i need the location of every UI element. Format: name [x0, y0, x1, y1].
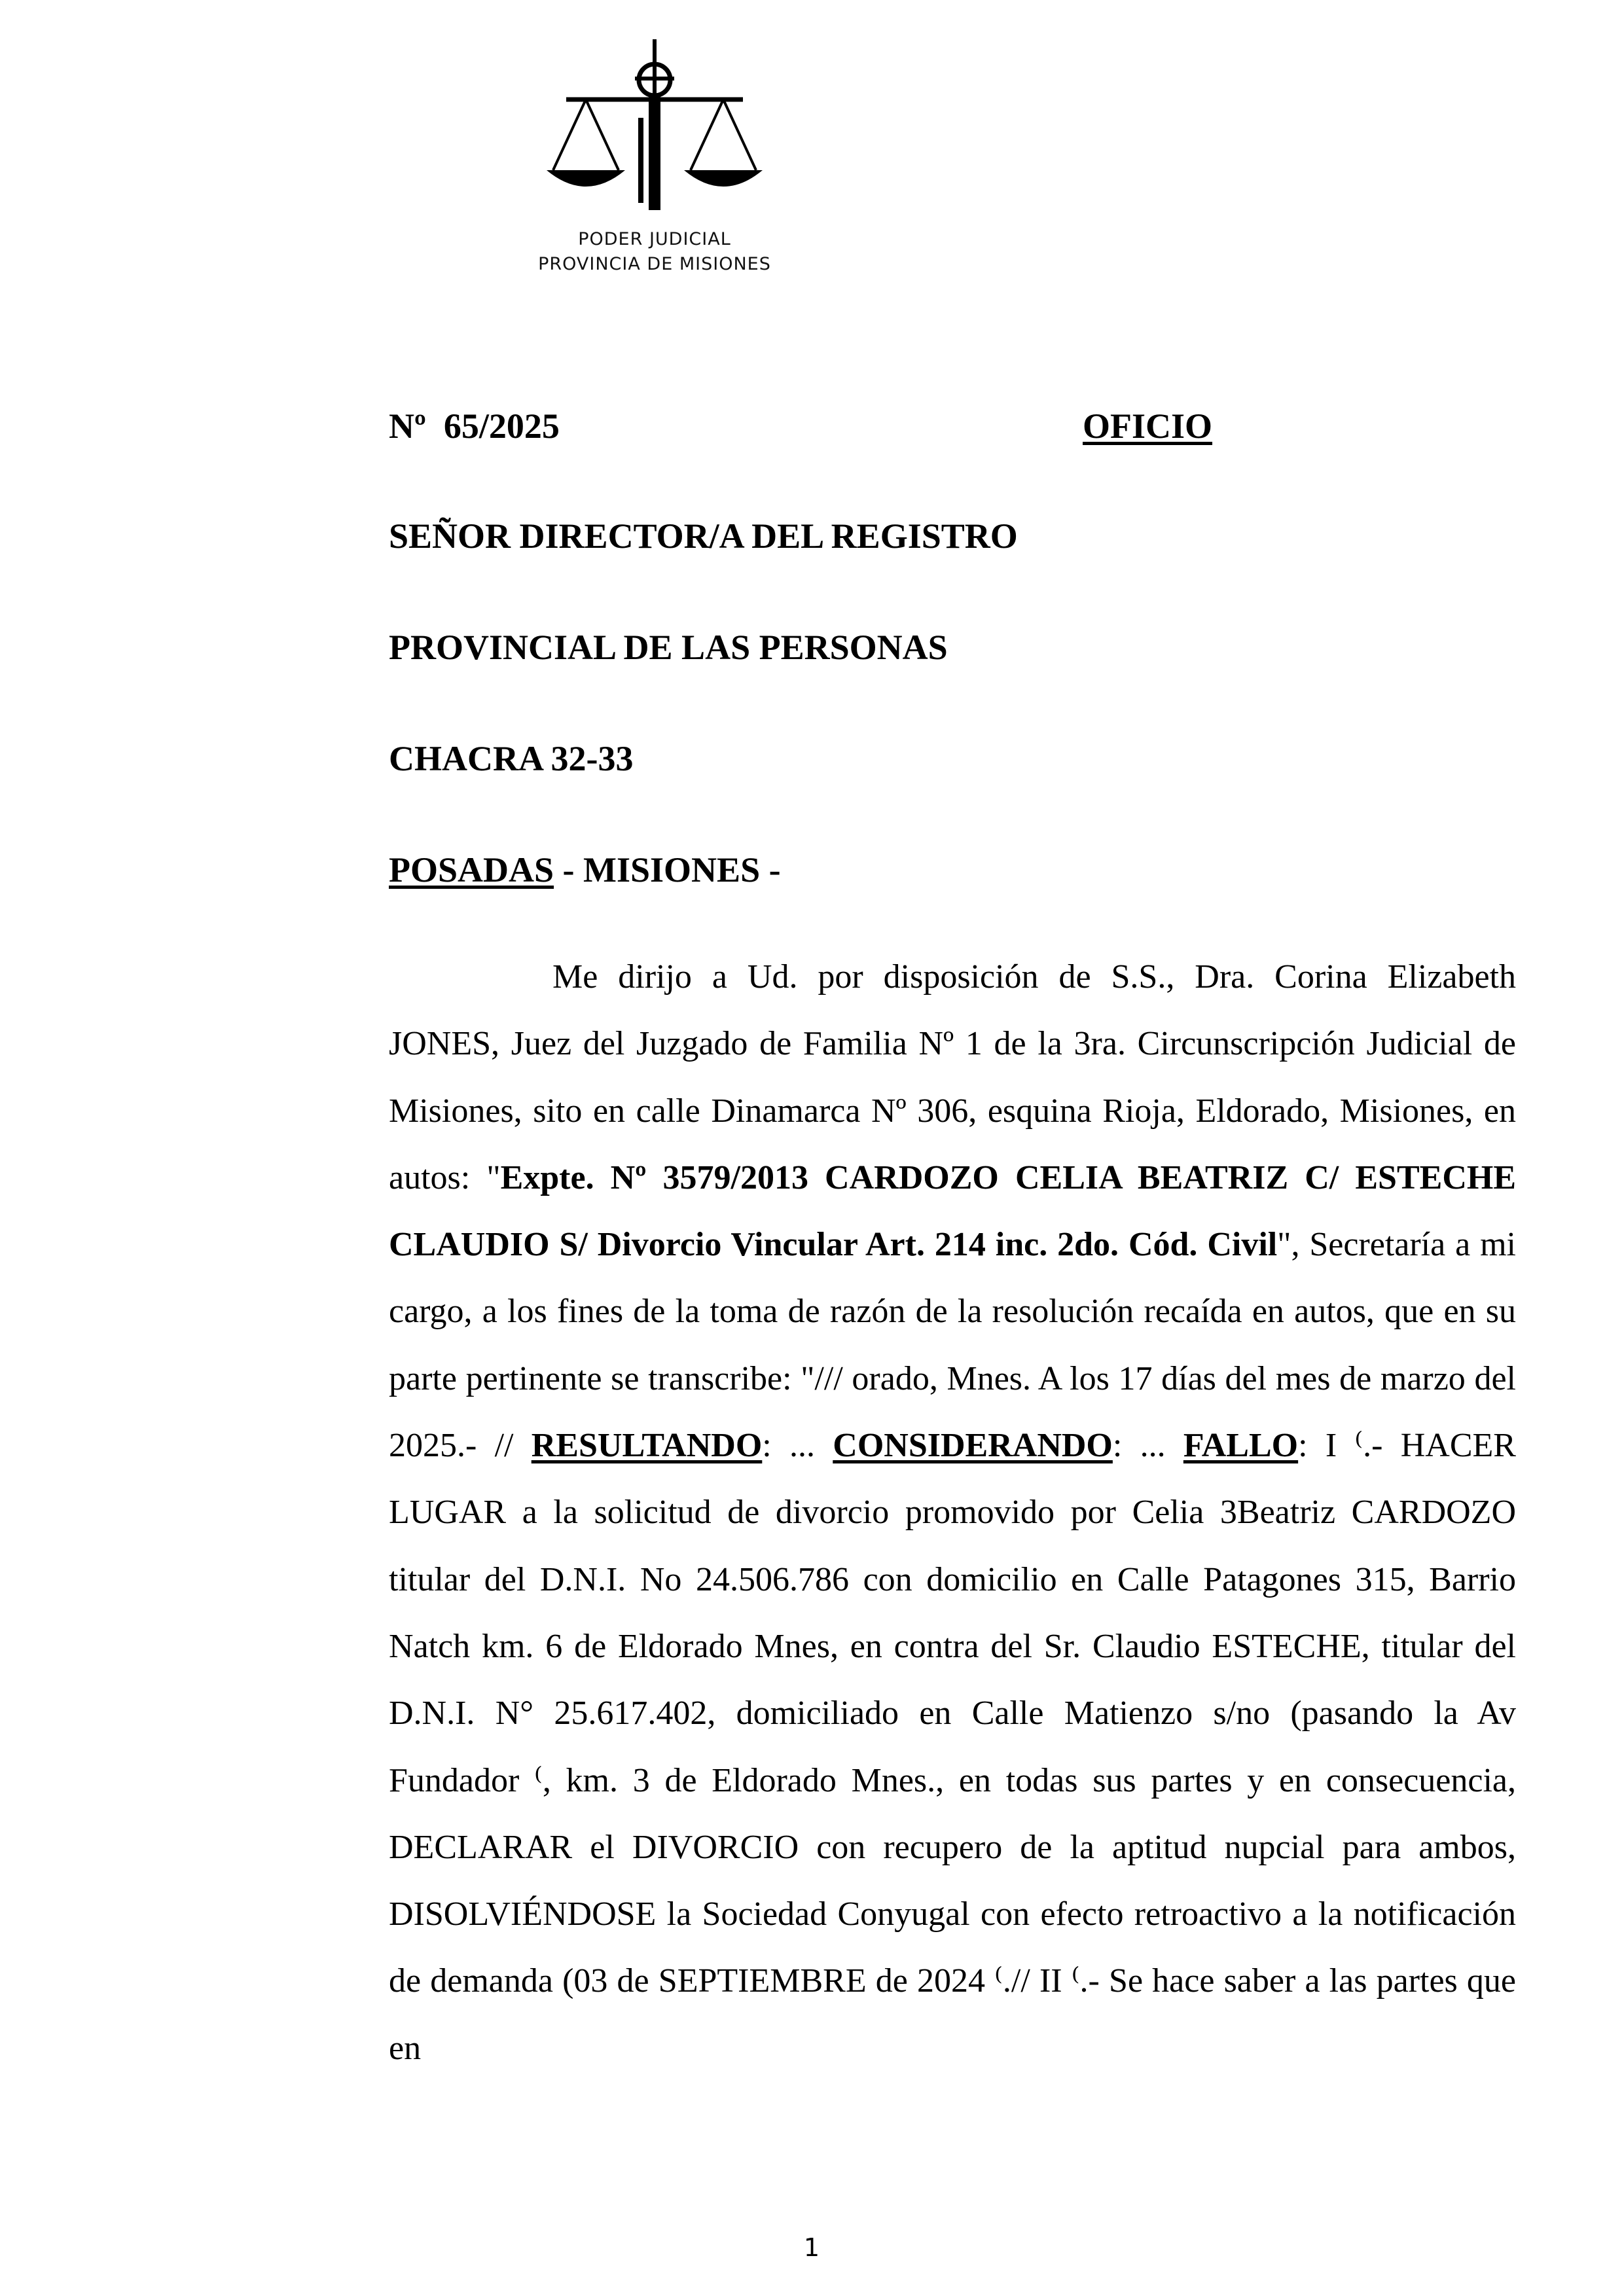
body-text-4: : ...: [1112, 1427, 1183, 1465]
number-label: Nº: [389, 406, 426, 446]
body-text-5: : I ⁽.- HACER LUGAR a la solicitud de divorcio promovido por Celia 3Beatriz CARDOZO titular del D.N.I. No 24.506.786 con domicilio en Calle Patagones 315, Barrio Natch km. 6 de Eldorado Mnes, en contra del Sr. Claudio ESTECHE, titular del D.N.I. N° 25.617.402, domiciliado en Calle Matienzo s/no (pasando la Av Fundador ⁽, km. 3 de Eldorado Mnes., en todas sus partes y en consecuencia, DECLARAR el DIVORCIO con recupero de la aptitud nupcial para ambos, DISOLVIÉNDOSE la Sociedad Conyugal con efecto retroactivo a la notificación de demanda (03 de SEPTIEMBRE de 2024 ⁽.// II ⁽.- Se hace saber a las partes que en: [389, 1427, 1516, 2067]
fallo-label: FALLO: [1183, 1427, 1299, 1465]
doc-type: OFICIO: [1083, 406, 1213, 446]
body-text-1: Me dirijo a Ud. por disposición de S.S., Dra. Corina Elizabeth JONES, Juez del Juzgado de Familia Nº 1 de la 3ra. Circunscripción Judicial de Misiones, sito en calle Dinamarca Nº 306, esquina Rioja, Eldorado, Misiones, en autos: ": [389, 958, 1516, 1196]
considerando-label: CONSIDERANDO: [833, 1427, 1113, 1465]
body-text-3: : ...: [762, 1427, 833, 1465]
seal-line-1: PODER JUDICIAL: [578, 229, 731, 249]
city: POSADAS: [389, 850, 554, 889]
page-number: 1: [803, 2233, 820, 2262]
oficio-body: [389, 944, 1516, 2082]
resultando-label: RESULTANDO: [531, 1427, 763, 1465]
oficio-number: [389, 408, 560, 444]
body-paragraph: [389, 944, 1516, 2082]
addressee-line-2: PROVINCIAL DE LAS PERSONAS: [389, 628, 948, 667]
addressee-line-1: SEÑOR DIRECTOR/A DEL REGISTRO: [389, 516, 1018, 556]
seal-line-2: PROVINCIA DE MISIONES: [538, 254, 771, 274]
case-title: Expte. Nº 3579/2013 CARDOZO CELIA BEATRIZ C/ ESTECHE CLAUDIO S/ Divorcio Vincular Art. 214 inc. 2do. Cód. Civil: [389, 1158, 1517, 1264]
address-line: CHACRA 32-33: [389, 739, 634, 778]
judicial-seal: [504, 39, 805, 288]
province: - MISIONES -: [554, 850, 781, 889]
city-line: [389, 852, 781, 888]
scales-of-justice-icon: [540, 39, 769, 216]
body-text-2: ", Secretaría a mi cargo, a los fines de la toma de razón de la resolución recaída en autos, que en su parte pertinente se transcribe: "/// orado, Mnes. A los 17 días del mes de marzo del 2025.- //: [389, 1226, 1516, 1465]
number-value: 65/2025: [443, 406, 560, 446]
